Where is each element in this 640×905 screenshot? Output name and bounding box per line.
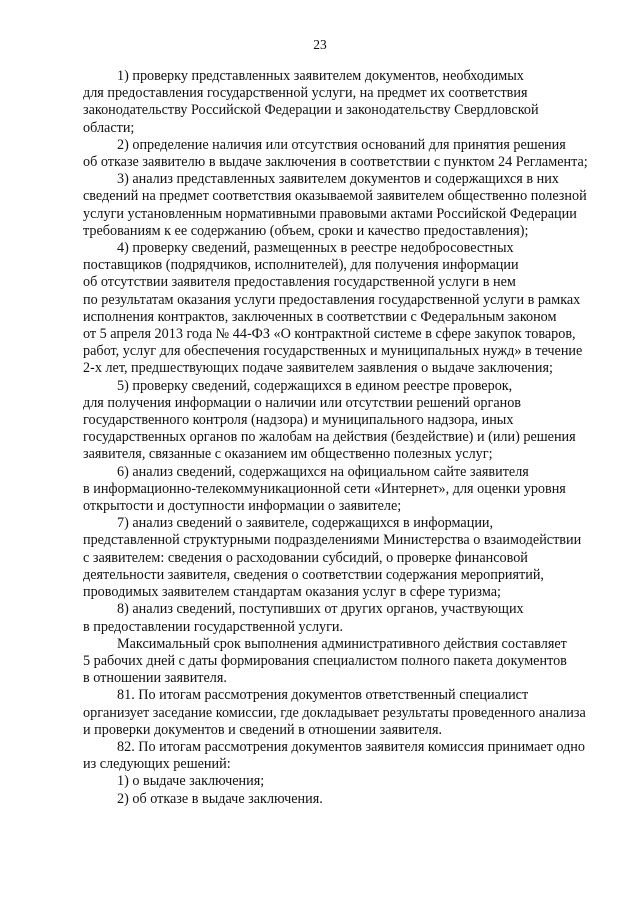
paragraph-82: 82. По итогам рассмотрения документов заявителя комиссия принимает одно из следующих решений:: [83, 738, 585, 773]
page-number: 23: [313, 37, 327, 52]
paragraph-item-7: 7) анализ сведений о заявителе, содержащихся в информации, представленной структурными подразделениями Министерства о взаимодействии с заявителем: сведения о расходовании субсидий, о проверке финансовой деятельности заявителя, сведения о соответствии содержания мероприятий, проводимых заявителем стандартам оказания услуг в сфере туризма;: [83, 515, 582, 601]
document-body: [83, 68, 613, 808]
paragraph-deadline: Максимальный срок выполнения административного действия составляет 5 рабочих дней с даты формирования специалистом полного пакета документов в отношении заявителя.: [83, 635, 567, 687]
decision-option-1: 1) о выдаче заключения;: [117, 773, 265, 790]
paragraph-item-6: 6) анализ сведений, содержащихся на официальном сайте заявителя в информационно-телекоммуникационной сети «Интернет», для оценки уровня открытости и доступности информации о заявителе;: [83, 463, 566, 515]
paragraph-item-2: 2) определение наличия или отсутствия оснований для принятия решения об отказе заявителю в выдаче заключения в соответствии с пунктом 24 Регламента;: [83, 136, 588, 171]
paragraph-item-4: 4) проверку сведений, размещенных в реестре недобросовестных поставщиков (подрядчиков, исполнителей), для получения информации об отсутствии заявителя предоставления государственной услуги в нем по результатам оказания услуги предоставления государственной услуги в рамках исполнения контрактов, заключенных в соответствии с Федеральным законом от 5 апреля 2013 года № 44-ФЗ «О контрактной системе в сфере закупок товаров, работ, услуг для обеспечения государственных и муниципальных нужд» в течение 2-х лет, предшествующих подаче заявителем заявления о выдаче заключения;: [83, 240, 583, 377]
paragraph-item-3: 3) анализ представленных заявителем документов и содержащихся в них сведений на предмет соответствия оказываемой заявителем общественно полезной услуги установленным нормативными правовыми актами Российской Федерации требованиям к ее содержанию (объем, сроки и качество предоставления);: [83, 171, 587, 239]
paragraph-item-8: 8) анализ сведений, поступивших от других органов, участвующих в предоставлении государственной услуги.: [83, 601, 524, 635]
decision-option-2: 2) об отказе в выдаче заключения.: [117, 790, 323, 807]
paragraph-item-1: 1) проверку представленных заявителем документов, необходимых для предоставления государственной услуги, на предмет их соответствия законодательству Российской Федерации и законодательству Свердловской области;: [83, 68, 539, 136]
paragraph-item-5: 5) проверку сведений, содержащихся в едином реестре проверок, для получения информации о наличии или отсутствии решений органов государственного контроля (надзора) и муниципального надзора, иных государственных органов по жалобам на действия (бездействие) и (или) решения заявителя, связанные с оказанием им общественно полезных услуг;: [83, 377, 576, 463]
paragraph-81: 81. По итогам рассмотрения документов ответственный специалист организует заседание комиссии, где докладывает результаты проведенного анализа и проверки документов и сведений в отношении заявителя.: [83, 687, 586, 738]
